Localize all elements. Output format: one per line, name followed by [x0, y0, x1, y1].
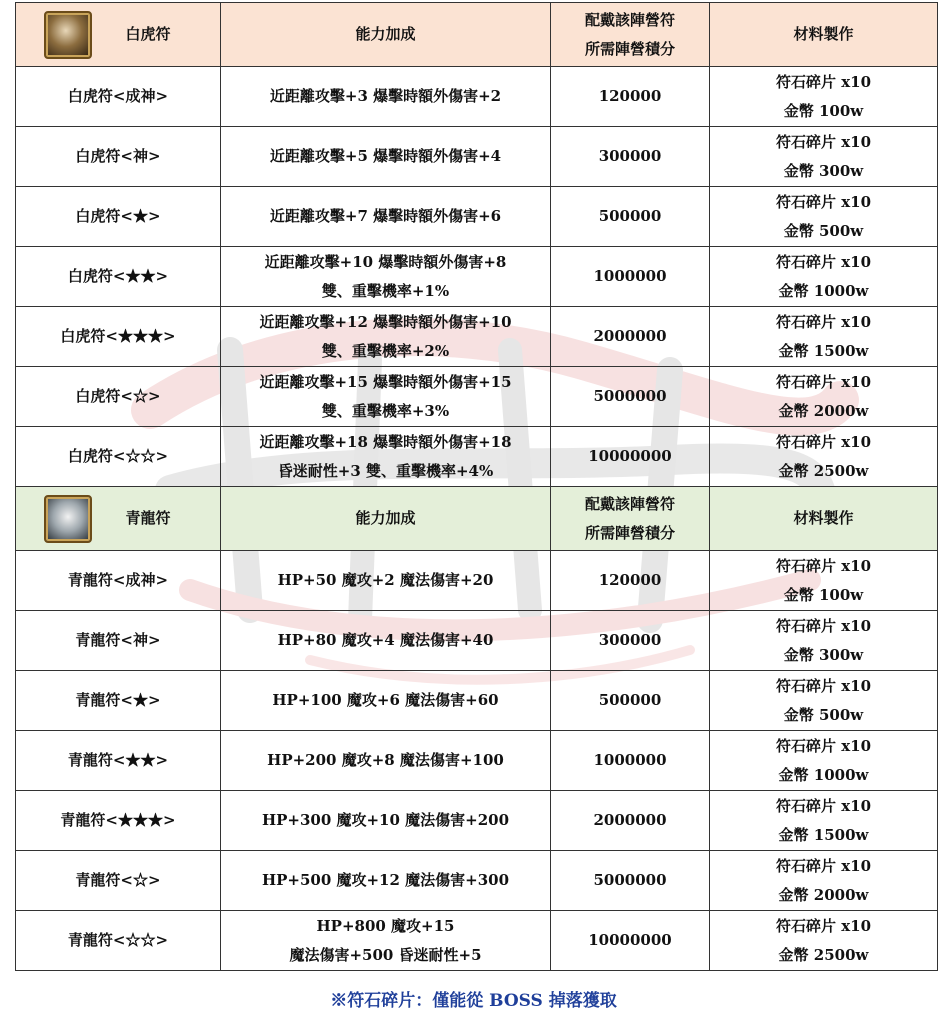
ability-bonus [221, 911, 551, 971]
cell-line: 金幣 100w [783, 585, 864, 604]
cell-line: HP+100 魔攻+6 魔法傷害+60 [272, 691, 499, 709]
ability-bonus [221, 127, 551, 187]
cell-line: 雙、重擊機率+2% [321, 341, 450, 360]
cell-line: 金幣 1000w [778, 281, 869, 300]
crafting-materials [710, 127, 938, 187]
cell-line: 金幣 100w [783, 101, 864, 120]
white-beast-emblem-icon [44, 495, 92, 543]
cell-line: 雙、重擊機率+1% [321, 281, 450, 300]
table-row [16, 671, 938, 731]
table-row [16, 247, 938, 307]
cell-line: 近距離攻擊+3 爆擊時額外傷害+2 [269, 87, 502, 105]
header-ability: 能力加成 [221, 3, 551, 67]
talisman-name: 青龍符<★★★> [16, 791, 221, 851]
cell-line: 近距離攻擊+7 爆擊時額外傷害+6 [269, 207, 502, 225]
required-points: 120000 [551, 551, 710, 611]
header-material: 材料製作 [710, 3, 938, 67]
ability-bonus [221, 187, 551, 247]
talisman-name: 白虎符<★> [16, 187, 221, 247]
talisman-name: 白虎符<☆☆> [16, 427, 221, 487]
required-points: 10000000 [551, 427, 710, 487]
crafting-materials [710, 307, 938, 367]
table-row [16, 611, 938, 671]
talisman-name: 白虎符<神> [16, 127, 221, 187]
crafting-materials [710, 611, 938, 671]
table-row [16, 67, 938, 127]
cell-line: 金幣 300w [783, 645, 864, 664]
cell-line: HP+80 魔攻+4 魔法傷害+40 [277, 631, 494, 649]
required-points: 5000000 [551, 851, 710, 911]
talisman-name: 白虎符<成神> [16, 67, 221, 127]
required-points: 300000 [551, 127, 710, 187]
required-points: 500000 [551, 187, 710, 247]
cell-line: 金幣 2500w [778, 461, 869, 480]
ability-bonus [221, 551, 551, 611]
cell-line: 符石碎片 x10 [775, 192, 872, 211]
cell-line: 符石碎片 x10 [775, 856, 872, 875]
required-points: 2000000 [551, 791, 710, 851]
cell-line: 符石碎片 x10 [775, 432, 872, 451]
cell-line: 符石碎片 x10 [775, 556, 872, 575]
cell-line: HP+800 魔攻+15 [316, 916, 455, 935]
cell-line: 近距離攻擊+15 爆擊時額外傷害+15 [259, 372, 512, 391]
header-material: 材料製作 [710, 487, 938, 551]
ability-bonus [221, 307, 551, 367]
cell-line: 金幣 1500w [778, 825, 869, 844]
cell-line: 所需陣營積分 [584, 39, 675, 58]
header-name-cell [16, 487, 221, 551]
header-name: 青龍符 [125, 509, 171, 527]
cell-line: 金幣 2000w [778, 401, 869, 420]
cell-line: 魔法傷害+500 昏迷耐性+5 [289, 945, 482, 964]
table-row [16, 731, 938, 791]
ability-bonus [221, 67, 551, 127]
cell-line: 近距離攻擊+5 爆擊時額外傷害+4 [269, 147, 502, 165]
cell-line: 符石碎片 x10 [775, 372, 872, 391]
required-points: 5000000 [551, 367, 710, 427]
ability-bonus [221, 791, 551, 851]
cell-line: 金幣 1000w [778, 765, 869, 784]
crafting-materials [710, 427, 938, 487]
cell-line: 昏迷耐性+3 雙、重擊機率+4% [277, 461, 494, 480]
table-row [16, 911, 938, 971]
cell-line: HP+300 魔攻+10 魔法傷害+200 [261, 811, 510, 829]
required-points: 500000 [551, 671, 710, 731]
ability-bonus [221, 427, 551, 487]
cell-line: HP+50 魔攻+2 魔法傷害+20 [277, 571, 494, 589]
talisman-name: 青龍符<☆> [16, 851, 221, 911]
cell-line: HP+500 魔攻+12 魔法傷害+300 [261, 871, 510, 889]
cell-line: 金幣 500w [783, 221, 864, 240]
header-points [551, 487, 710, 551]
footnote: ※符石碎片：僅能從 BOSS 掉落獲取 [330, 991, 617, 1011]
table-row [16, 307, 938, 367]
required-points: 1000000 [551, 247, 710, 307]
talisman-name: 青龍符<☆☆> [16, 911, 221, 971]
crafting-materials [710, 851, 938, 911]
table-row [16, 551, 938, 611]
cell-line: 符石碎片 x10 [775, 72, 872, 91]
cell-line: 金幣 2500w [778, 945, 869, 964]
required-points: 10000000 [551, 911, 710, 971]
crafting-materials [710, 67, 938, 127]
tiger-header-row [16, 3, 938, 67]
dragon-header-row [16, 487, 938, 551]
cell-line: 配戴該陣營符 [584, 10, 675, 29]
talisman-name: 白虎符<★★> [16, 247, 221, 307]
cell-line: 符石碎片 x10 [775, 796, 872, 815]
ability-bonus [221, 671, 551, 731]
table-row [16, 187, 938, 247]
crafting-materials [710, 791, 938, 851]
talisman-name: 青龍符<成神> [16, 551, 221, 611]
required-points: 1000000 [551, 731, 710, 791]
header-points [551, 3, 710, 67]
table-row [16, 791, 938, 851]
table-row [16, 851, 938, 911]
cell-line: 符石碎片 x10 [775, 676, 872, 695]
header-name-cell [16, 3, 221, 67]
table-row [16, 127, 938, 187]
cell-line: 符石碎片 x10 [775, 736, 872, 755]
crafting-materials [710, 367, 938, 427]
cell-line: 符石碎片 x10 [775, 252, 872, 271]
ability-bonus [221, 247, 551, 307]
talisman-table [15, 2, 938, 971]
cell-line: 近距離攻擊+12 爆擊時額外傷害+10 [259, 312, 512, 331]
ability-bonus [221, 851, 551, 911]
crafting-materials [710, 731, 938, 791]
ability-bonus [221, 367, 551, 427]
cell-line: 所需陣營積分 [584, 523, 675, 542]
cell-line: 金幣 2000w [778, 885, 869, 904]
talisman-name: 青龍符<★★> [16, 731, 221, 791]
crafting-materials [710, 671, 938, 731]
cell-line: 金幣 300w [783, 161, 864, 180]
required-points: 120000 [551, 67, 710, 127]
cell-line: 近距離攻擊+18 爆擊時額外傷害+18 [259, 432, 512, 451]
header-ability: 能力加成 [221, 487, 551, 551]
white-tiger-emblem-icon [44, 11, 92, 59]
required-points: 2000000 [551, 307, 710, 367]
talisman-name: 青龍符<★> [16, 671, 221, 731]
talisman-name: 白虎符<★★★> [16, 307, 221, 367]
talisman-name: 青龍符<神> [16, 611, 221, 671]
cell-line: 配戴該陣營符 [584, 494, 675, 513]
crafting-materials [710, 187, 938, 247]
table-row [16, 367, 938, 427]
cell-line: 雙、重擊機率+3% [321, 401, 450, 420]
ability-bonus [221, 611, 551, 671]
cell-line: 符石碎片 x10 [775, 616, 872, 635]
crafting-materials [710, 247, 938, 307]
table-row [16, 427, 938, 487]
cell-line: 符石碎片 x10 [775, 916, 872, 935]
cell-line: 金幣 500w [783, 705, 864, 724]
cell-line: 金幣 1500w [778, 341, 869, 360]
cell-line: 符石碎片 x10 [775, 132, 872, 151]
header-name: 白虎符 [125, 25, 171, 43]
cell-line: 符石碎片 x10 [775, 312, 872, 331]
crafting-materials [710, 551, 938, 611]
required-points: 300000 [551, 611, 710, 671]
ability-bonus [221, 731, 551, 791]
talisman-name: 白虎符<☆> [16, 367, 221, 427]
cell-line: 近距離攻擊+10 爆擊時額外傷害+8 [264, 252, 507, 271]
crafting-materials [710, 911, 938, 971]
cell-line: HP+200 魔攻+8 魔法傷害+100 [267, 751, 504, 769]
